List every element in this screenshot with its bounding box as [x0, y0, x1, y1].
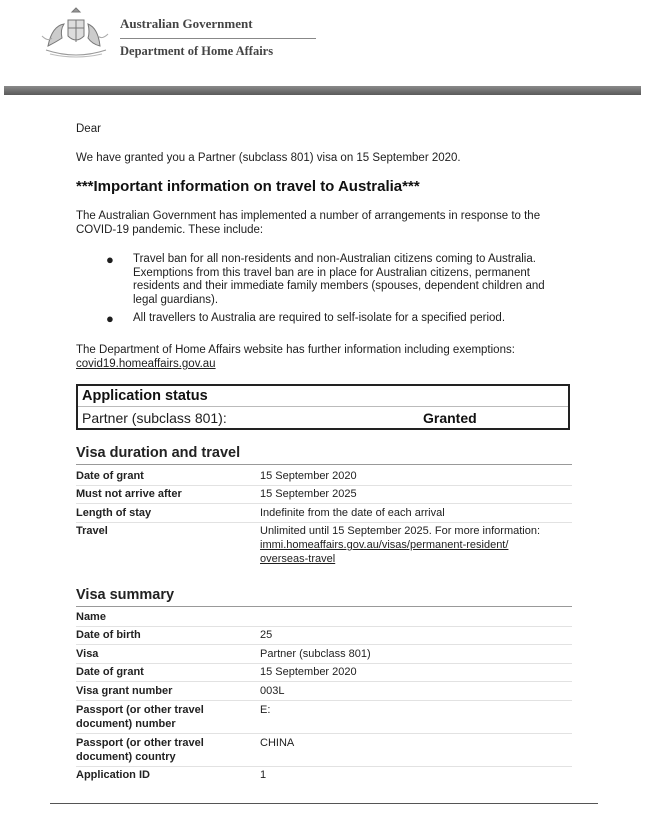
status-title: Application status	[82, 388, 208, 404]
row-divider	[76, 663, 572, 664]
government-title: Australian Government	[120, 16, 253, 31]
section-divider	[76, 606, 572, 607]
travel-info-link[interactable]: immi.homeaffairs.gov.au/visas/permanent-resident/	[260, 539, 509, 551]
footer-divider	[50, 803, 598, 804]
covid-info-link[interactable]: covid19.homeaffairs.gov.au	[76, 358, 216, 370]
status-divider	[78, 406, 568, 407]
section-divider	[76, 464, 572, 465]
bullet-icon: ●	[106, 252, 114, 267]
row-divider	[76, 700, 572, 701]
letterhead	[38, 6, 338, 62]
coat-of-arms-icon	[38, 6, 114, 60]
row-divider	[76, 766, 572, 767]
application-status-box	[76, 384, 570, 430]
row-divider	[76, 485, 572, 486]
department-info-paragraph: The Department of Home Affairs website has further information including exemptions: covid19.homeaffairs.gov.au	[76, 344, 515, 370]
header-divider	[120, 38, 316, 39]
list-item: ● Travel ban for all non-residents and non-Australian citizens coming to Australia. Exemptions from this travel ban are in place for Australian citizens, permanent residents and their immediate family members (spouses, dependent children and legal guardians).	[106, 252, 545, 306]
row-divider	[76, 681, 572, 682]
header-bar	[4, 86, 641, 95]
travel-info-link-continued[interactable]: overseas-travel	[260, 553, 336, 565]
duration-section-title: Visa duration and travel	[76, 445, 241, 461]
row-divider	[76, 644, 572, 645]
row-divider	[76, 733, 572, 734]
summary-section-title: Visa summary	[76, 587, 175, 603]
list-item: ● All travellers to Australia are required to self-isolate for a specified period.	[106, 311, 506, 326]
row-divider	[76, 626, 572, 627]
important-heading: ***Important information on travel to Australia***	[76, 178, 420, 195]
status-label: Partner (subclass 801):	[82, 410, 227, 426]
department-title: Department of Home Affairs	[120, 44, 274, 58]
grant-sentence: We have granted you a Partner (subclass 801) visa on 15 September 2020.	[76, 152, 461, 164]
salutation: Dear	[76, 123, 101, 135]
status-value: Granted	[423, 410, 477, 426]
covid-arrangements-list	[106, 253, 572, 331]
intro-paragraph: The Australian Government has implemented a number of arrangements in response to the COVID-19 pandemic. These include:	[76, 210, 541, 236]
bullet-icon: ●	[106, 311, 114, 326]
row-divider	[76, 503, 572, 504]
row-divider	[76, 522, 572, 523]
